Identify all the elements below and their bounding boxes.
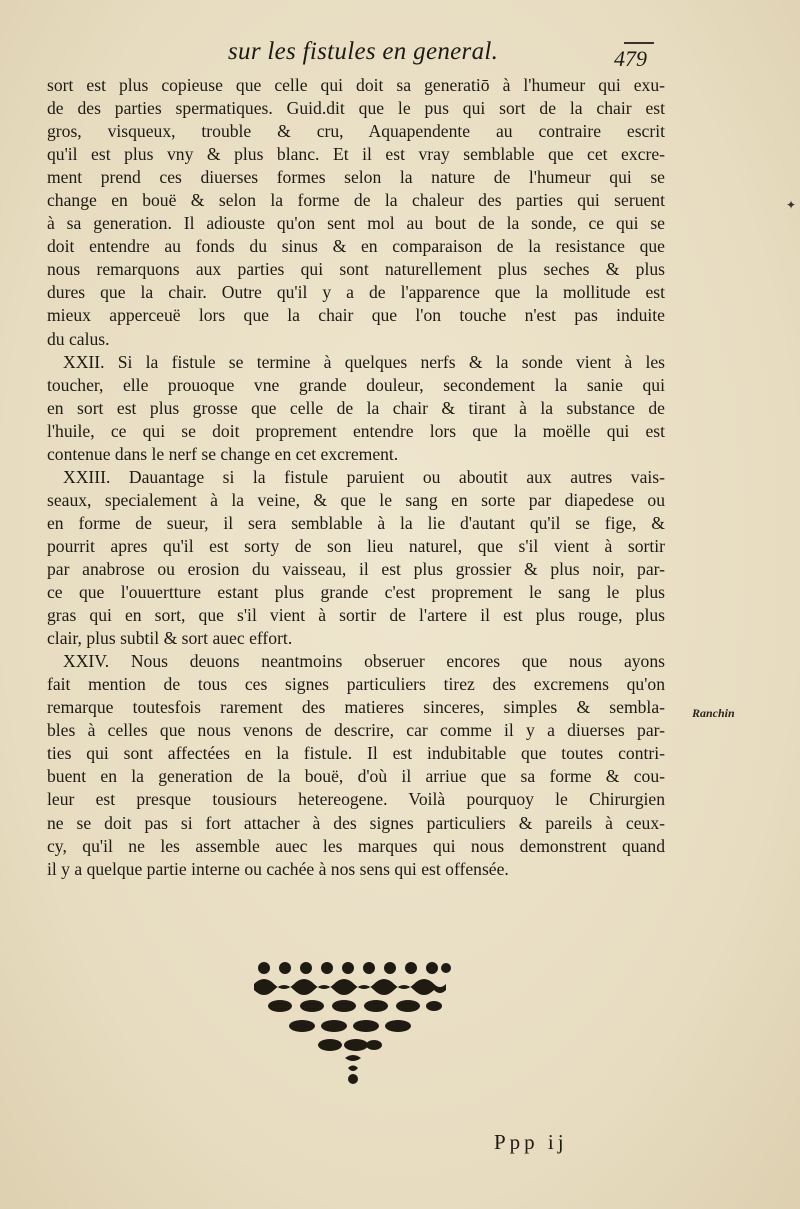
page-header	[0, 36, 800, 76]
text-line: clair, plus subtil & sort auec effort.	[47, 628, 293, 649]
text-line: doit entendre au fonds du sinus & en comparaison de la resistance que	[47, 236, 665, 257]
text-line: l'huile, ce qui se doit proprement entendre lors que la moëlle qui est	[47, 420, 665, 441]
text-line: pourrit apres qu'il est sorty de son lieu naturel, que s'il vient à sortir	[47, 535, 665, 556]
section-xxiii-line: XXIII. Dauantage si la fistule paruient ou aboutit aux autres vais-	[63, 466, 665, 487]
text-line: change en bouë & selon la forme de la chaleur des parties qui seruent	[47, 190, 665, 211]
section-xxii-line: XXII. Si la fistule se termine à quelques nerfs & la sonde vient à les	[63, 351, 665, 372]
text-line: contenue dans le nerf se change en cet excrement.	[47, 443, 399, 464]
margin-note: Ranchin	[692, 706, 735, 720]
text-line: leur est presque tousiours hetereogene. Voilà pourquoy le Chirurgien	[47, 789, 665, 810]
text-line: buent en la generation de la bouë, d'où il arriue que sa forme & cou-	[47, 766, 665, 787]
text-line: qu'il est plus vny & plus blanc. Et il est vray semblable que cet excre-	[47, 144, 665, 165]
text-line: mieux apperceuë lors que la chair que l'on touche n'est pas induite	[47, 305, 665, 326]
text-line: il y a quelque partie interne ou cachée à nos sens qui est offensée.	[47, 858, 509, 879]
fleuron-row-1	[258, 962, 451, 974]
page-number: 479	[614, 46, 647, 71]
text-line: cy, qu'il ne les assemble auec les marques qui nous demonstrent quand	[47, 835, 665, 856]
fleuron-row-2	[254, 979, 446, 995]
text-line: remarque toutesfois rarement des matieres sinceres, simples & sembla-	[47, 697, 665, 718]
signature-mark: Ppp ij	[494, 1130, 568, 1154]
text-line: ne se doit pas si fort attacher à des signes particuliers & pareils à ceux-	[47, 812, 665, 833]
text-line: en forme de sueur, il sera semblable à la lie d'autant qu'il se fige, &	[47, 512, 665, 533]
text-line: à sa generation. Il adiouste qu'on sent mol au bout de la sonde, ce qui se	[47, 213, 665, 234]
text-line: fait mention de tous ces signes particuliers tirez des excremens qu'on	[47, 674, 665, 695]
text-line: en sort est plus grosse que celle de la chair & tirant à la substance de	[47, 397, 665, 418]
fleuron-row-4	[289, 1020, 411, 1032]
section-xxiv-line: XXIV. Nous deuons neantmoins obseruer encores que nous ayons	[63, 651, 665, 672]
tailpiece-ornament-icon	[250, 958, 460, 1088]
fleuron-tail	[345, 1055, 361, 1084]
text-line: toucher, elle prouoque vne grande douleur, secondement la sanie qui	[47, 374, 665, 395]
text-line: nous remarquons aux parties qui sont naturellement plus seches & plus	[47, 259, 665, 280]
text-line: bles à celles que nous venons de descrire, car comme il y a diuerses par-	[47, 720, 665, 741]
margin-asterisk-icon: ✦	[786, 198, 797, 212]
text-line: par anabrose ou erosion du vaisseau, il est plus grossier & plus noir, par-	[47, 558, 665, 579]
running-title: sur les fistules en general.	[228, 38, 499, 65]
text-line: gras qui en sort, que s'il vient à sortir de l'artere il est plus rouge, plus	[47, 605, 665, 626]
page-number-overline	[624, 42, 654, 44]
text-line: de des parties spermatiques. Guid.dit que le pus qui sort de la chair est	[47, 98, 665, 119]
text-line: du calus.	[47, 328, 110, 349]
text-line: seaux, specialement à la veine, & que le sang en sorte par diapedese ou	[47, 489, 665, 510]
text-line: ties qui sont affectées en la fistule. Il est indubitable que toutes contri-	[47, 743, 665, 764]
text-line: ce que l'ouuertture estant plus grande c'est proprement le sang le plus	[47, 582, 665, 603]
fleuron-row-5	[318, 1039, 382, 1051]
fleuron-row-3	[268, 1000, 442, 1012]
text-line: dures que la chair. Outre qu'il y a de l'apparence que la mollitude est	[47, 282, 665, 303]
text-line: gros, visqueux, trouble & cru, Aquapendente au contraire escrit	[47, 121, 665, 142]
text-line: ment prend ces diuerses formes selon la nature de l'humeur qui se	[47, 167, 665, 188]
text-line: sort est plus copieuse que celle qui doit sa generatiō à l'humeur qui exu-	[47, 75, 665, 95]
body-text	[47, 74, 665, 881]
